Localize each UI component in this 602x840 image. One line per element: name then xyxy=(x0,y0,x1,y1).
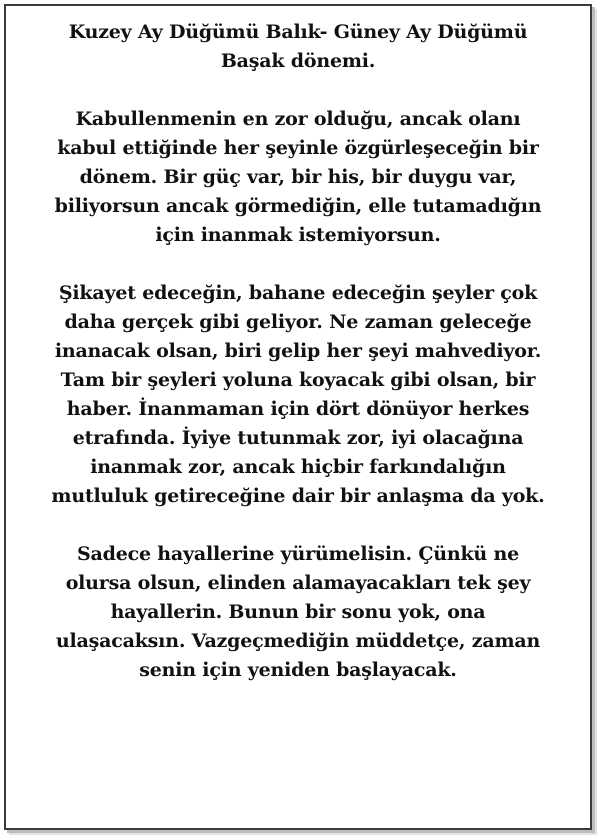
paragraph xyxy=(26,279,570,511)
text-line: olursa olsun, elinden alamayacakları tek şey xyxy=(65,572,531,594)
text-line: haber. İnanmaman için dört dönüyor herkes xyxy=(66,398,530,420)
title-paragraph xyxy=(26,18,570,76)
text-line: Kabullenmenin en zor olduğu, ancak olanı xyxy=(75,108,521,130)
text-line: inanmak zor, ancak hiçbir farkındalığın xyxy=(90,456,506,478)
title-line: Kuzey Ay Düğümü Balık- Güney Ay Düğümü xyxy=(68,21,528,43)
text-line: Şikayet edeceğin, bahane edeceğin şeyler çok xyxy=(58,282,538,304)
text-line: Sadece hayallerine yürümelisin. Çünkü ne xyxy=(77,543,519,565)
text-line: mutluluk getireceğine dair bir anlaşma da yok. xyxy=(51,485,545,507)
text-line: etrafında. İyiye tutunmak zor, iyi olacağına xyxy=(72,427,524,449)
text-line: kabul ettiğinde her şeyinle özgürleşeceğin bir xyxy=(57,137,539,159)
text-line: inanacak olsan, biri gelip her şeyi mahvediyor. xyxy=(54,340,542,362)
text-line: senin için yeniden başlayacak. xyxy=(139,659,457,681)
text-line: biliyorsun ancak görmediğin, elle tutamadığın xyxy=(54,195,542,217)
title-line: Başak dönemi. xyxy=(220,50,376,72)
text-line: hayallerin. Bunun bir sonu yok, ona xyxy=(110,601,486,623)
paragraph xyxy=(26,540,570,685)
text-line: ulaşacaksın. Vazgeçmediğin müddetçe, zaman xyxy=(55,630,541,652)
document-body xyxy=(26,18,570,714)
document-frame xyxy=(4,4,592,830)
text-line: için inanmak istemiyorsun. xyxy=(155,224,441,246)
text-line: Tam bir şeyleri yoluna koyacak gibi olsan, bir xyxy=(60,369,536,391)
paragraph xyxy=(26,105,570,250)
text-line: daha gerçek gibi geliyor. Ne zaman geleceğe xyxy=(64,311,532,333)
text-line: dönem. Bir güç var, bir his, bir duygu var, xyxy=(79,166,517,188)
